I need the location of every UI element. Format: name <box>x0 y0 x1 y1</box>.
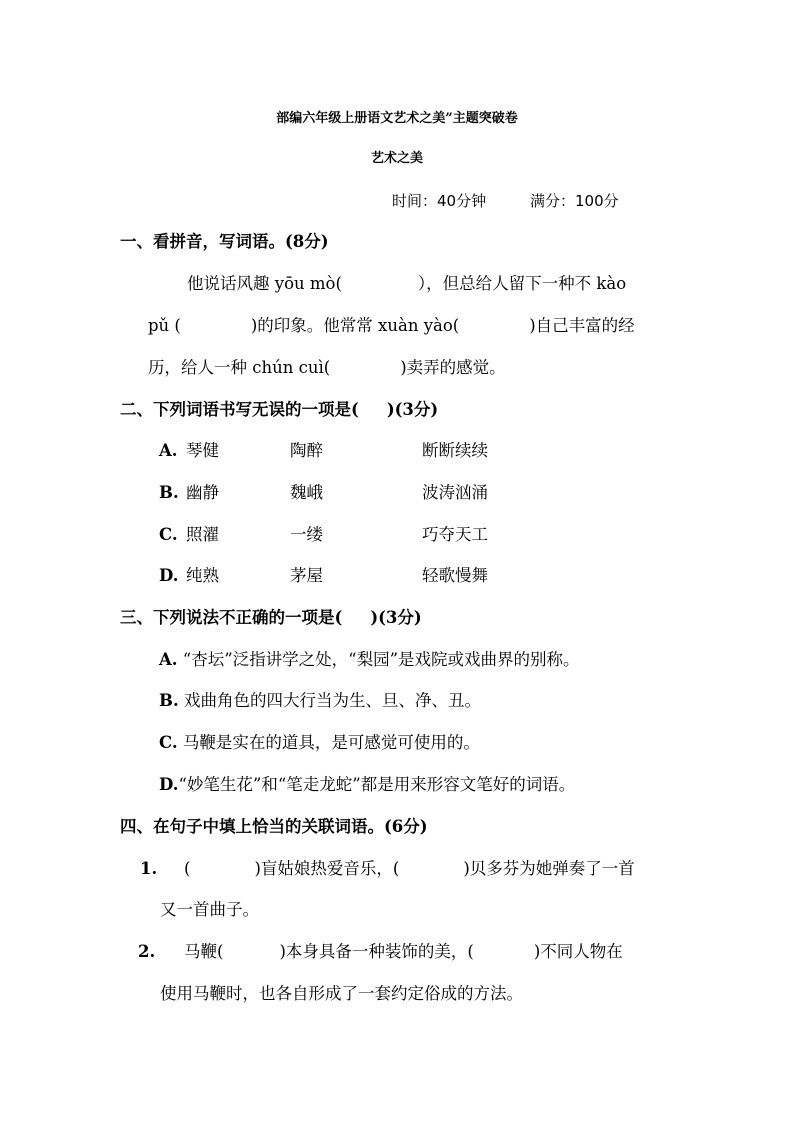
s4-q2-text-a: 马鞭( <box>184 942 224 961</box>
s4-q1-line <box>184 858 635 880</box>
s3-option-d <box>159 774 575 796</box>
s4-q2-continuation: 使用马鞭时，也各自形成了一套约定俗成的方法。 <box>160 984 523 1003</box>
option-word: 断断续续 <box>422 441 488 460</box>
section-3-heading <box>120 607 422 629</box>
option-label: C. <box>159 525 178 544</box>
option-word: 幽静 <box>186 483 219 502</box>
s4-q2-text-b: )本身具备一种装饰的美，( <box>279 942 474 961</box>
option-text: 马鞭是实在的道具，是可感觉可使用的。 <box>182 733 480 752</box>
question-number: 1. <box>140 859 158 878</box>
option-word: 波涛汹涌 <box>422 483 488 502</box>
option-word: 陶醉 <box>290 441 323 460</box>
section-2-heading <box>120 399 438 421</box>
s1-text-c: pǔ ( <box>148 316 181 335</box>
option-label: B. <box>159 483 179 502</box>
question-number: 2. <box>138 942 156 961</box>
score-label: 满分：100分 <box>530 192 619 210</box>
s3-heading-points: )(3分) <box>370 608 422 627</box>
option-word: 茅屋 <box>290 566 323 585</box>
section-1-heading: 一、看拼音，写词语。(8分) <box>120 232 329 251</box>
option-word: 一缕 <box>290 525 323 544</box>
s2-heading-text: 二、下列词语书写无误的一项是( <box>120 400 359 419</box>
section-theme-title: 艺术之美 <box>370 151 423 166</box>
s3-option-c <box>159 732 480 754</box>
option-word: 纯熟 <box>186 566 219 585</box>
s1-line-3 <box>148 357 506 379</box>
s3-option-a <box>159 649 580 671</box>
option-word: 魏峨 <box>290 483 323 502</box>
option-label: B. <box>159 691 179 710</box>
s4-q1-text-c: )贝多芬为她弹奏了一首 <box>463 859 635 878</box>
option-word: 琴健 <box>186 441 219 460</box>
s4-q2-line <box>184 941 623 963</box>
s4-q1-continuation: 又一首曲子。 <box>160 900 259 919</box>
s2-heading-points: )(3分) <box>386 400 439 419</box>
option-label: A. <box>159 441 178 460</box>
s1-line-2 <box>148 315 635 337</box>
s1-text-e: )自己丰富的经 <box>529 316 635 335</box>
time-label: 时间：40分钟 <box>392 192 487 210</box>
option-label: D. <box>159 566 179 585</box>
s1-text-f: 历，给人一种 chún cuì( <box>148 358 331 377</box>
s4-q1-text-b: )盲姑娘热爱音乐，( <box>254 859 400 878</box>
s3-heading-text: 三、下列说法不正确的一项是( <box>120 608 343 627</box>
s3-option-b <box>159 690 481 712</box>
s1-text-d: )的印象。他常常 xuàn yào( <box>250 316 460 335</box>
s4-q1-text-a: ( <box>184 859 191 878</box>
s1-text-g: )卖弄的感觉。 <box>400 358 506 377</box>
option-label: D. <box>159 775 179 794</box>
option-word: 轻歌慢舞 <box>422 566 488 585</box>
option-text: “妙笔生花”和“笔走龙蛇”都是用来形容文笔好的词语。 <box>178 775 576 794</box>
s1-text-b: ），但总给人留下一种不 kào <box>417 274 627 293</box>
option-text: 戏曲角色的四大行当为生、旦、净、丑。 <box>183 691 481 710</box>
option-word: 巧夺天工 <box>422 525 488 544</box>
s1-text-a: 他说话风趣 yōu mò( <box>187 274 342 293</box>
option-text: “杏坛”泛指讲学之处，“梨园”是戏院或戏曲界的别称。 <box>182 650 580 669</box>
s1-line-1 <box>187 273 626 295</box>
s4-q2-text-c: )不同人物在 <box>533 942 623 961</box>
option-word: 照濯 <box>186 525 219 544</box>
option-label: A. <box>159 650 178 669</box>
section-4-heading: 四、在句子中填上恰当的关联词语。(6分) <box>120 817 428 836</box>
document-title: 部编六年级上册语文艺术之美”主题突破卷 <box>276 111 518 126</box>
option-label: C. <box>159 733 178 752</box>
